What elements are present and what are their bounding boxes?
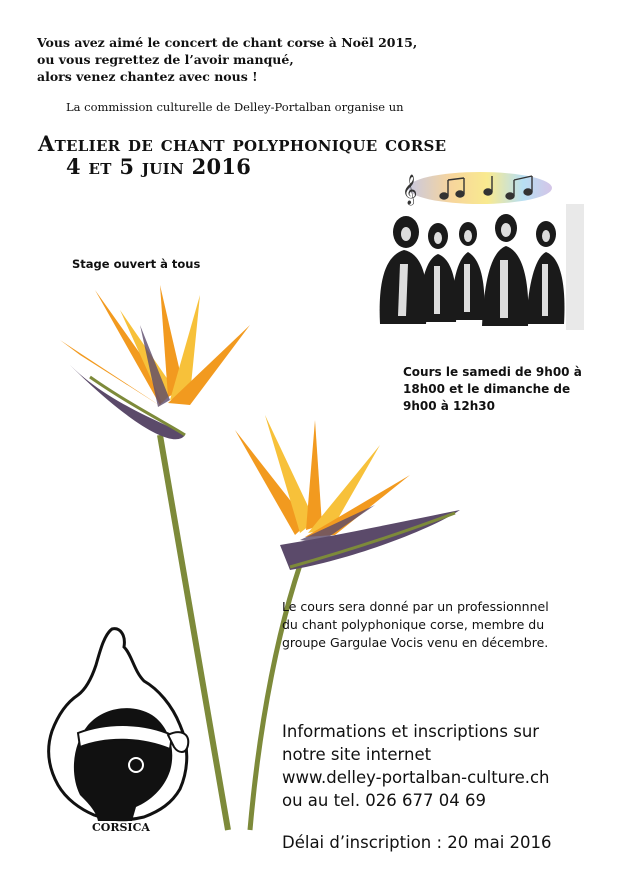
schedule-line-2: 18h00 et le dimanche de [403, 382, 571, 396]
teacher-line-1: Le cours sera donné par un professionnnel [282, 599, 549, 614]
organiser-text: La commission culturelle de Delley-Portalban organise un [66, 100, 404, 114]
svg-text:𝄞: 𝄞 [402, 175, 418, 205]
phone-number: ou au tel. 026 677 04 69 [282, 791, 487, 810]
info-text [282, 720, 602, 812]
teacher-line-3: groupe Gargulae Vocis venu en décembre. [282, 635, 549, 650]
teacher-text [282, 598, 602, 652]
info-line-1: Informations et inscriptions sur [282, 722, 540, 741]
title-line-2: 4 et 5 juin 2016 [66, 154, 252, 179]
intro-line-1: Vous avez aimé le concert de chant corse à Noël 2015, [37, 35, 418, 50]
title-line-1: Atelier de chant polyphonique corse [38, 131, 447, 156]
corsica-moor-head-emblem [40, 625, 200, 835]
stage-open-text: Stage ouvert à tous [72, 257, 201, 271]
teacher-line-2: du chant polyphonique corse, membre du [282, 617, 545, 632]
website-link[interactable]: www.delley-portalban-culture.ch [282, 768, 550, 787]
schedule-line-3: 9h00 à 12h30 [403, 399, 495, 413]
info-line-2: notre site internet [282, 745, 432, 764]
schedule-text [403, 364, 603, 415]
schedule-line-1: Cours le samedi de 9h00 à [403, 365, 582, 379]
intro-line-2: ou vous regrettez de l’avoir manqué, [37, 52, 294, 67]
intro-text [37, 34, 457, 85]
corsica-label: CORSICA [92, 821, 150, 834]
intro-line-3: alors venez chantez avec nous ! [37, 69, 258, 84]
registration-deadline: Délai d’inscription : 20 mai 2016 [282, 833, 552, 852]
